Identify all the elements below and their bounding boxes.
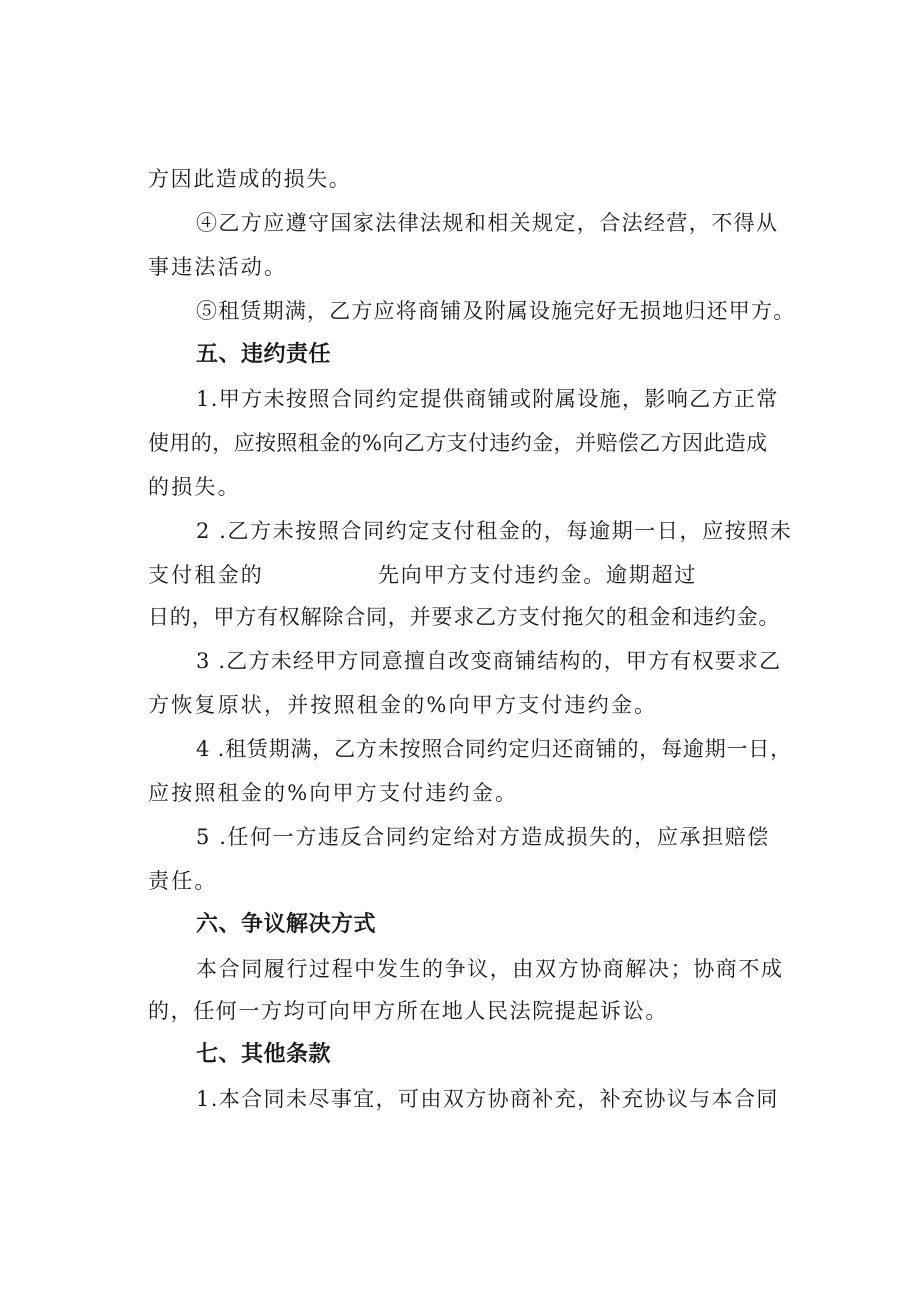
text-line: 事违法活动。 xyxy=(148,255,288,279)
text-line: 日的，甲方有权解除合同，并要求乙方支付拖欠的租金和违约金。 xyxy=(148,605,781,629)
text-line: 使用的，应按照租金的%向乙方支付违约金，并赔偿乙方因此造成 xyxy=(148,431,768,455)
text-line: 2 .乙方未按照合同约定支付租金的，每逾期一日，应按照未 xyxy=(196,519,793,543)
text-line: 的，任何一方均可向甲方所在地人民法院提起诉讼。 xyxy=(148,999,668,1023)
text-line: 4 .租赁期满，乙方未按照合同约定归还商铺的，每逾期一日， xyxy=(196,737,792,761)
section-heading-other-terms: 七、其他条款 xyxy=(196,1042,332,1067)
text-line: 方恢复原状，并按照租金的%向甲方支付违约金。 xyxy=(148,693,658,717)
text-line: 责任。 xyxy=(148,869,218,893)
text-line: 支付租金的 xyxy=(148,563,264,587)
text-line: 3 .乙方未经甲方同意擅自改变商铺结构的，甲方有权要求乙 xyxy=(196,649,782,673)
text-line: 1.甲方未按照合同约定提供商铺或附属设施，影响乙方正常 xyxy=(196,387,779,411)
text-line: 应按照租金的%向甲方支付违约金。 xyxy=(148,781,519,805)
text-line: 的损失。 xyxy=(148,475,241,499)
text-line: 本合同履行过程中发生的争议，由双方协商解决；协商不成 xyxy=(196,957,784,981)
text-line: 1.本合同未尽事宜，可由双方协商补充，补充协议与本合同 xyxy=(196,1087,779,1111)
text-line: ⑤租赁期满，乙方应将商铺及附属设施完好无损地归还甲方。 xyxy=(196,299,796,323)
text-line: ④乙方应遵守国家法律法规和相关规定，合法经营，不得从 xyxy=(196,211,779,235)
section-heading-breach-liability: 五、违约责任 xyxy=(196,342,332,367)
text-line: 方因此造成的损失。 xyxy=(148,167,352,191)
text-line: 5 .任何一方违反合同约定给对方造成损失的，应承担赔偿 xyxy=(196,825,770,849)
section-heading-dispute-resolution: 六、争议解决方式 xyxy=(196,912,377,937)
text-line: 先向甲方支付违约金。逾期超过 xyxy=(378,563,698,587)
